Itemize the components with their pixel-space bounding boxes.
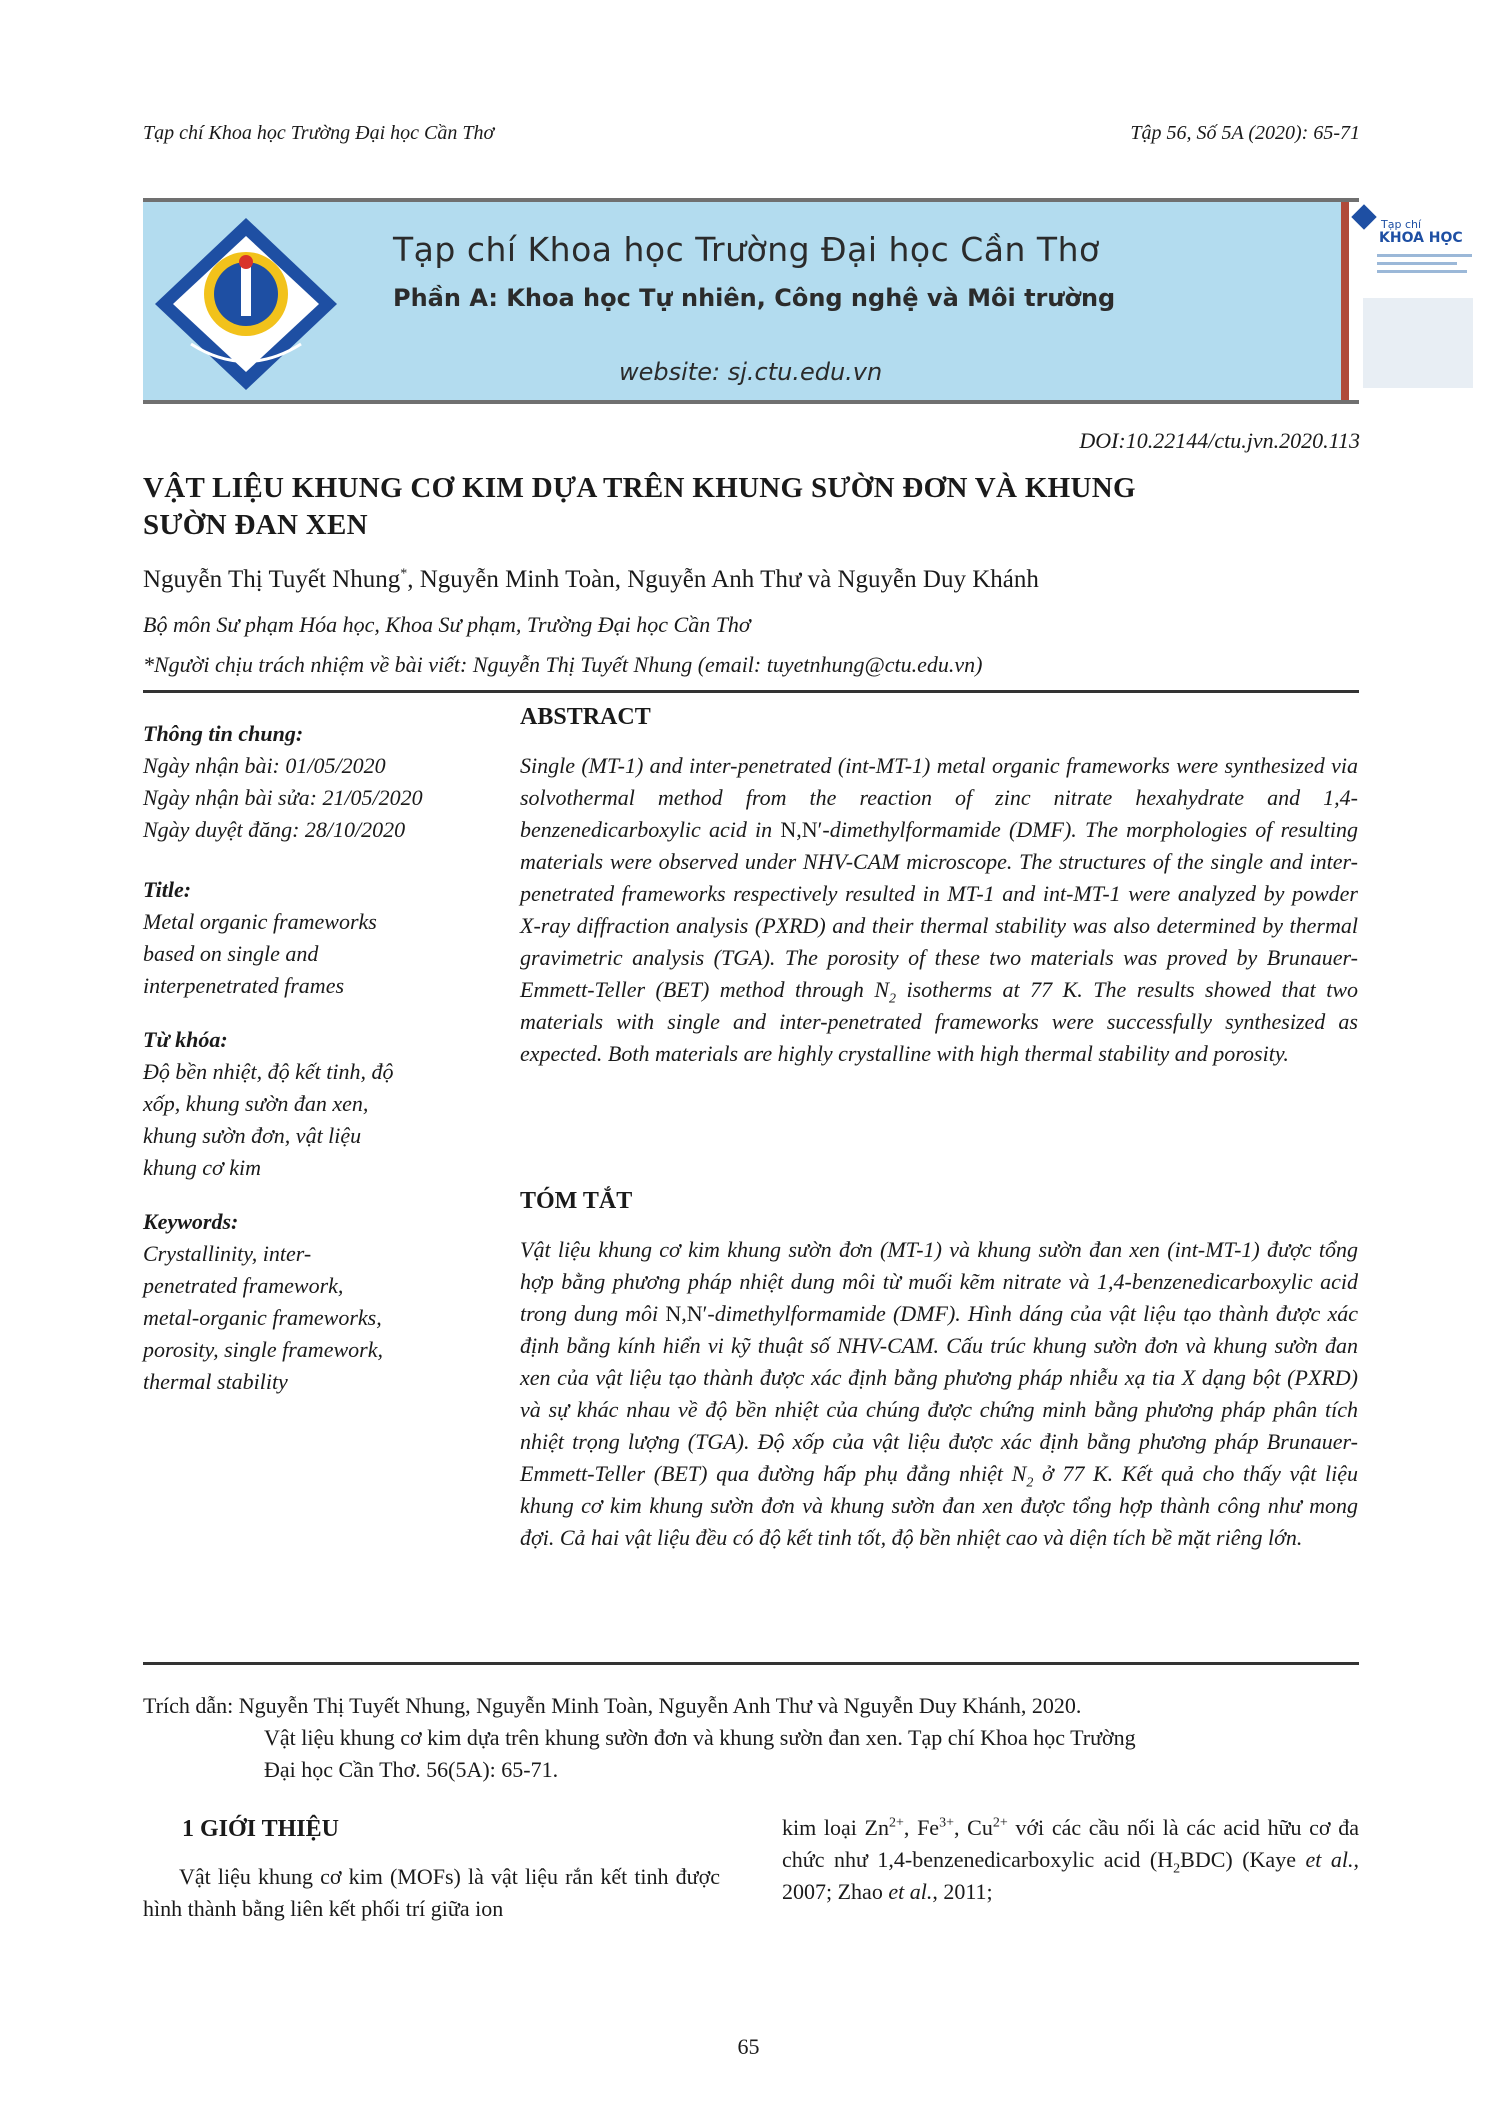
keywords-line: Crystallinity, inter- (143, 1241, 312, 1266)
title-line-1: VẬT LIỆU KHUNG CƠ KIM DỰA TRÊN KHUNG SƯỜN ĐƠN VÀ KHUNG (143, 472, 1136, 504)
section-heading: 1 GIỚI THIỆU (182, 1816, 339, 1842)
citation-line: Trích dẫn: Nguyễn Thị Tuyết Nhung, Nguyễn Minh Toàn, Nguyễn Anh Thư và Nguyễn Duy Khánh, 2020. (143, 1693, 1082, 1718)
divider-bottom (143, 1662, 1359, 1665)
info-line: Ngày nhận bài: 01/05/2020 (143, 753, 386, 778)
title-en-line: based on single and (143, 941, 319, 966)
info-heading: Thông tin chung: (143, 721, 304, 746)
affiliation: Bộ môn Sư phạm Hóa học, Khoa Sư phạm, Trường Đại học Cần Thơ (143, 612, 751, 637)
cover-big-label: KHOA HỌC (1379, 230, 1463, 246)
citation-line: Đại học Cần Thơ. 56(5A): 65-71. (264, 1757, 559, 1782)
title-en-line: Metal organic frameworks (143, 909, 377, 934)
author-first: Nguyễn Thị Tuyết Nhung (143, 566, 401, 593)
doi[interactable]: DOI:10.22144/ctu.jvn.2020.113 (1079, 428, 1360, 453)
tomtat-heading: TÓM TẮT (520, 1188, 633, 1214)
article-title (143, 470, 1293, 544)
cover-small-label: Tạp chí (1381, 218, 1422, 231)
keywords-line: penetrated framework, (143, 1273, 344, 1298)
keywords-line: metal-organic frameworks, (143, 1305, 382, 1330)
banner-title: Tạp chí Khoa học Trường Đại học Cần Thơ (393, 230, 1100, 269)
journal-cover-thumbnail (1341, 202, 1479, 400)
tukhoa-line: khung cơ kim (143, 1155, 262, 1180)
keywords-line: thermal stability (143, 1369, 288, 1394)
tomtat-body: Vật liệu khung cơ kim khung sườn đơn (MT-1) và khung sườn đan xen (int-MT-1) được tổng hợp bằng phương pháp nhiệt dung môi từ muối kẽm nitrate và 1,4-benzenedicarboxylic acid trong dung môi N,N′-dimethylformamide (DMF). Hình dáng của vật liệu tạo thành được xác định bằng kính hiển vi kỹ thuật số NHV-CAM. Cấu trúc khung sườn đơn và khung sườn đan xen của vật liệu tạo thành được xác định bằng phương pháp nhiễu xạ tia X dạng bột (PXRD) và sự khác nhau về độ bền nhiệt của chúng được chứng minh bằng phương pháp phân tích nhiệt trọng lượng (TGA). Độ xốp của vật liệu được xác định bằng phương pháp Brunauer-Emmett-Teller (BET) qua đường hấp phụ đẳng nhiệt $N_2$ ở 77 K. Kết quả cho thấy vật liệu khung cơ kim khung sườn đơn và khung sườn đan xen được tổng hợp thành công như mong đợi. Cả hai vật liệu đều có độ kết tinh tốt, độ bền nhiệt cao và diện tích bề mặt riêng lớn. (520, 1237, 1358, 1550)
journal-banner (143, 198, 1463, 404)
intro-left-column: Vật liệu khung cơ kim (MOFs) là vật liệu rắn kết tinh được hình thành bằng liên kết phối trí giữa ion (143, 1864, 720, 1921)
page-number: 65 (737, 2034, 760, 2059)
title-en-heading: Title: (143, 877, 192, 902)
article-info-sidebar (143, 718, 488, 1398)
running-header-left: Tạp chí Khoa học Trường Đại học Cần Thơ (143, 122, 495, 144)
intro-right-column: kim loại $Zn^{2+}$, $Fe^{3+}$, $Cu^{2+}$ với các cầu nối là các acid hữu cơ đa chức như 1,4-benzenedicarboxylic acid $(H_2BDC)$ (Kaye et al., 2007; Zhao et al., 2011; (782, 1815, 1359, 1904)
info-line: Ngày duyệt đăng: 28/10/2020 (143, 817, 406, 842)
running-header-right: Tập 56, Số 5A (2020): 65-71 (1130, 122, 1360, 144)
info-line: Ngày nhận bài sửa: 21/05/2020 (143, 785, 423, 810)
abstract-body: Single (MT-1) and inter-penetrated (int-MT-1) metal organic frameworks were synthesized via solvothermal method from the reaction of zinc nitrate hexahydrate and 1,4-benzenedicarboxylic acid in N,N′-dimethylformamide (DMF). The morphologies of resulting materials were observed under NHV-CAM microscope. The structures of the single and inter-penetrated frameworks respectively resulted in MT-1 and int-MT-1 were analyzed by powder X-ray diffraction analysis (PXRD) and their thermal stability was also determined by thermal gravimetric analysis (TGA). The porosity of these two materials was proved by Brunauer-Emmett-Teller (BET) method through $N_2$ isotherms at 77 K. The results showed that two materials with single and inter-penetrated frameworks were successfully synthesized as expected. Both materials are highly crystalline with high thermal stability and porosity. (520, 753, 1358, 1066)
title-en-line: interpenetrated frames (143, 973, 345, 998)
banner-subtitle: Phần A: Khoa học Tự nhiên, Công nghệ và Môi trường (393, 284, 1116, 312)
author-list (143, 566, 1039, 594)
cover-map-icon (1363, 298, 1473, 388)
cover-logo-icon (1351, 204, 1376, 229)
author-rest: , Nguyễn Minh Toàn, Nguyễn Anh Thư và Nguyễn Duy Khánh (407, 566, 1039, 593)
tukhoa-line: Độ bền nhiệt, độ kết tinh, độ (143, 1059, 394, 1084)
divider-top (143, 690, 1359, 693)
corresponding-author: *Người chịu trách nhiệm về bài viết: Nguyễn Thị Tuyết Nhung (email: tuyetnhung@ctu.edu.vn) (143, 652, 983, 677)
corresponding-mark: * (400, 566, 408, 582)
citation-line: Vật liệu khung cơ kim dựa trên khung sườn đơn và khung sườn đan xen. Tạp chí Khoa học Trường (264, 1725, 1136, 1750)
university-logo-icon (151, 214, 341, 394)
tukhoa-line: khung sườn đơn, vật liệu (143, 1123, 362, 1148)
title-line-2: SƯỜN ĐAN XEN (143, 509, 368, 541)
tukhoa-line: xốp, khung sườn đan xen, (143, 1091, 369, 1116)
citation (143, 1690, 1359, 1786)
keywords-heading: Keywords: (143, 1209, 239, 1234)
tukhoa-heading: Từ khóa: (143, 1027, 228, 1052)
banner-website[interactable]: website: sj.ctu.edu.vn (619, 358, 883, 386)
abstract-heading: ABSTRACT (520, 704, 651, 730)
keywords-line: porosity, single framework, (143, 1337, 383, 1362)
